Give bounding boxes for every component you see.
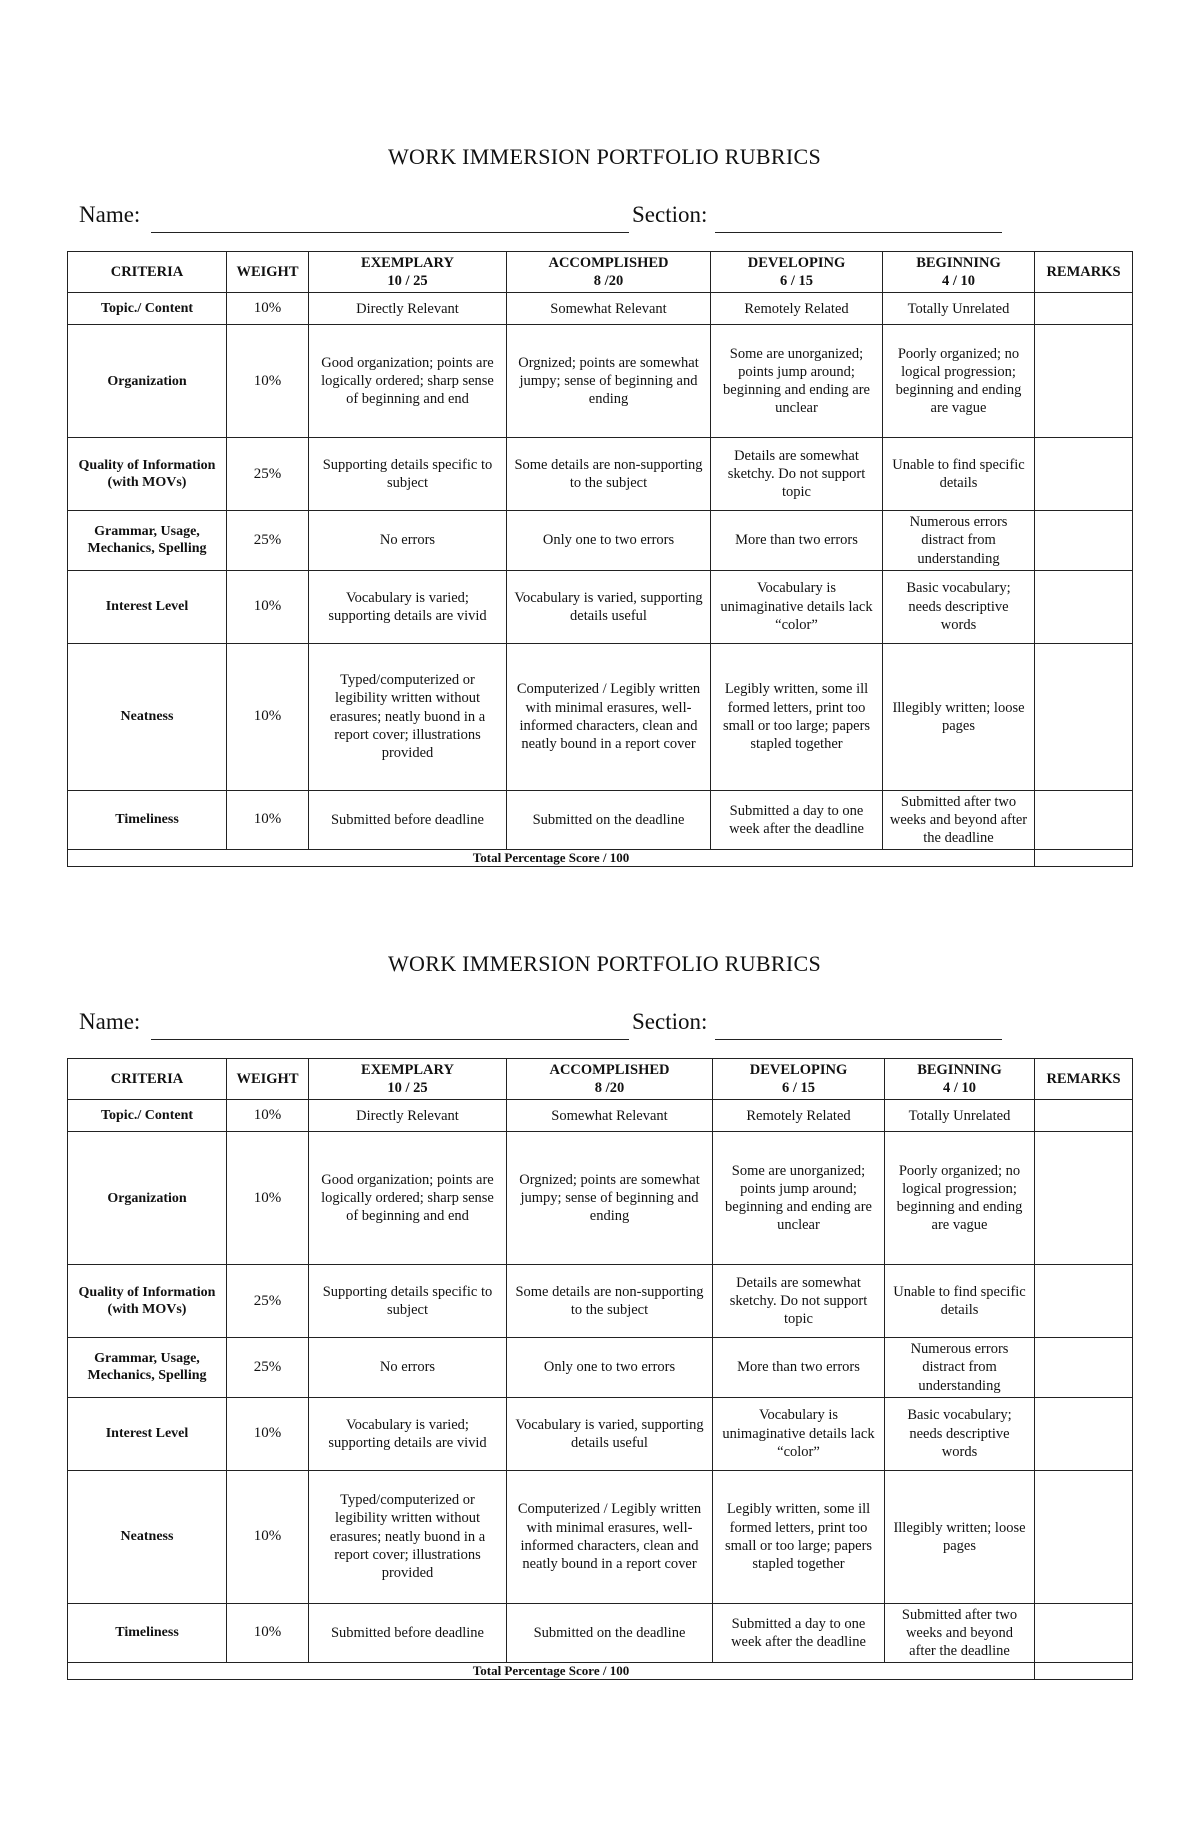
header-remarks: REMARKS — [1035, 252, 1133, 293]
criteria-cell: Neatness — [68, 643, 227, 790]
beginning-cell: Unable to find specific details — [885, 1265, 1035, 1338]
weight-cell: 10% — [227, 1397, 309, 1470]
weight-cell: 10% — [227, 790, 309, 849]
accomplished-cell: Somewhat Relevant — [507, 1100, 713, 1132]
accomplished-cell: Some details are non-supporting to the subject — [507, 1265, 713, 1338]
remarks-cell[interactable] — [1035, 325, 1133, 438]
name-section-line — [67, 198, 1132, 238]
header-developing-label: DEVELOPING — [747, 255, 846, 271]
header-beginning-label: BEGINNING — [917, 1062, 1002, 1078]
section-field[interactable] — [715, 232, 1002, 233]
weight-cell: 10% — [227, 1132, 309, 1265]
beginning-cell: Illegibly written; loose pages — [883, 643, 1035, 790]
weight-cell: 25% — [227, 1265, 309, 1338]
weight-cell: 10% — [227, 1470, 309, 1603]
accomplished-cell: Orgnized; points are somewhat jumpy; sense of beginning and ending — [507, 325, 711, 438]
accomplished-cell: Submitted on the deadline — [507, 790, 711, 849]
header-row — [68, 1059, 1133, 1100]
weight-cell: 10% — [227, 570, 309, 643]
weight-cell: 25% — [227, 511, 309, 570]
remarks-cell[interactable] — [1035, 293, 1133, 325]
criteria-cell: Topic./ Content — [68, 1100, 227, 1132]
weight-cell: 25% — [227, 1338, 309, 1397]
name-field[interactable] — [151, 232, 629, 233]
header-developing-label: DEVELOPING — [749, 1062, 848, 1078]
header-remarks: REMARKS — [1035, 1059, 1133, 1100]
remarks-cell[interactable] — [1035, 438, 1133, 511]
table-row — [68, 293, 1133, 325]
beginning-cell: Unable to find specific details — [883, 438, 1035, 511]
page-title: WORK IMMERSION PORTFOLIO RUBRICS — [387, 144, 822, 169]
remarks-cell[interactable] — [1035, 1132, 1133, 1265]
criteria-cell: Timeliness — [68, 1603, 227, 1662]
developing-cell: Submitted a day to one week after the deadline — [713, 1603, 885, 1662]
criteria-cell: Interest Level — [68, 1397, 227, 1470]
table-row — [68, 1338, 1133, 1397]
header-beginning-points: 4 / 10 — [941, 273, 976, 290]
table-row — [68, 1470, 1133, 1603]
exemplary-cell: No errors — [309, 511, 507, 570]
header-criteria: CRITERIA — [68, 1059, 227, 1100]
beginning-cell: Illegibly written; loose pages — [885, 1470, 1035, 1603]
table-row — [68, 570, 1133, 643]
criteria-cell: Neatness — [68, 1470, 227, 1603]
exemplary-cell: No errors — [309, 1338, 507, 1397]
exemplary-cell: Directly Relevant — [309, 1100, 507, 1132]
remarks-cell[interactable] — [1035, 1470, 1133, 1603]
weight-cell: 10% — [227, 325, 309, 438]
beginning-cell: Basic vocabulary; needs descriptive words — [885, 1397, 1035, 1470]
criteria-cell: Timeliness — [68, 790, 227, 849]
header-weight: WEIGHT — [227, 1059, 309, 1100]
remarks-cell[interactable] — [1035, 1603, 1133, 1662]
weight-cell: 10% — [227, 293, 309, 325]
exemplary-cell: Vocabulary is varied; supporting details are vivid — [309, 570, 507, 643]
remarks-cell[interactable] — [1035, 790, 1133, 849]
total-score-label: Total Percentage Score / 100 — [68, 1663, 1035, 1680]
header-exemplary-label: EXEMPLARY — [361, 1062, 454, 1078]
remarks-cell[interactable] — [1035, 1265, 1133, 1338]
beginning-cell: Numerous errors distract from understanding — [883, 511, 1035, 570]
name-label: Name: — [79, 202, 141, 227]
developing-cell: Details are somewhat sketchy. Do not support topic — [711, 438, 883, 511]
total-row — [68, 1663, 1133, 1680]
accomplished-cell: Vocabulary is varied, supporting details useful — [507, 570, 711, 643]
weight-cell: 25% — [227, 438, 309, 511]
section-field[interactable] — [715, 1039, 1002, 1040]
beginning-cell: Basic vocabulary; needs descriptive words — [883, 570, 1035, 643]
exemplary-cell: Good organization; points are logically ordered; sharp sense of beginning and end — [309, 1132, 507, 1265]
header-accomplished — [507, 252, 711, 293]
remarks-cell[interactable] — [1035, 1338, 1133, 1397]
exemplary-cell: Typed/computerized or legibility written without erasures; neatly buond in a report cover; illustrations provided — [309, 643, 507, 790]
header-exemplary-points: 10 / 25 — [387, 273, 428, 290]
rubric-form-1 — [67, 140, 1132, 867]
developing-cell: More than two errors — [711, 511, 883, 570]
header-exemplary-label: EXEMPLARY — [361, 255, 454, 271]
criteria-cell: Organization — [68, 325, 227, 438]
header-beginning — [885, 1059, 1035, 1100]
exemplary-cell: Good organization; points are logically ordered; sharp sense of beginning and end — [309, 325, 507, 438]
developing-cell: Remotely Related — [711, 293, 883, 325]
header-beginning-points: 4 / 10 — [942, 1080, 977, 1097]
beginning-cell: Poorly organized; no logical progression; beginning and ending are vague — [883, 325, 1035, 438]
exemplary-cell: Vocabulary is varied; supporting details are vivid — [309, 1397, 507, 1470]
developing-cell: Remotely Related — [713, 1100, 885, 1132]
weight-cell: 10% — [227, 1603, 309, 1662]
criteria-cell: Topic./ Content — [68, 293, 227, 325]
accomplished-cell: Submitted on the deadline — [507, 1603, 713, 1662]
table-row — [68, 643, 1133, 790]
header-developing — [713, 1059, 885, 1100]
rubric-table — [67, 251, 1133, 867]
name-label: Name: — [79, 1009, 141, 1034]
header-beginning — [883, 252, 1035, 293]
header-developing — [711, 252, 883, 293]
criteria-cell: Quality of Information (with MOVs) — [68, 1265, 227, 1338]
header-exemplary — [309, 1059, 507, 1100]
remarks-cell[interactable] — [1035, 570, 1133, 643]
exemplary-cell: Submitted before deadline — [309, 1603, 507, 1662]
weight-cell: 10% — [227, 1100, 309, 1132]
accomplished-cell: Somewhat Relevant — [507, 293, 711, 325]
beginning-cell: Submitted after two weeks and beyond after the deadline — [883, 790, 1035, 849]
header-accomplished — [507, 1059, 713, 1100]
exemplary-cell: Submitted before deadline — [309, 790, 507, 849]
beginning-cell: Numerous errors distract from understanding — [885, 1338, 1035, 1397]
developing-cell: Some are unorganized; points jump around; beginning and ending are unclear — [713, 1132, 885, 1265]
header-accomplished-points: 8 /20 — [594, 1080, 625, 1097]
weight-cell: 10% — [227, 643, 309, 790]
developing-cell: Details are somewhat sketchy. Do not support topic — [713, 1265, 885, 1338]
header-criteria: CRITERIA — [68, 252, 227, 293]
table-row — [68, 511, 1133, 570]
beginning-cell: Totally Unrelated — [883, 293, 1035, 325]
developing-cell: Vocabulary is unimaginative details lack “color” — [713, 1397, 885, 1470]
exemplary-cell: Supporting details specific to subject — [309, 1265, 507, 1338]
name-section-line — [67, 1005, 1132, 1045]
header-row — [68, 252, 1133, 293]
table-row — [68, 1132, 1133, 1265]
accomplished-cell: Orgnized; points are somewhat jumpy; sense of beginning and ending — [507, 1132, 713, 1265]
accomplished-cell: Only one to two errors — [507, 511, 711, 570]
criteria-cell: Interest Level — [68, 570, 227, 643]
table-row — [68, 1603, 1133, 1662]
accomplished-cell: Computerized / Legibly written with minimal erasures, well-informed characters, clean and neatly bound in a report cover — [507, 643, 711, 790]
header-exemplary — [309, 252, 507, 293]
remarks-cell[interactable] — [1035, 643, 1133, 790]
total-score-field[interactable] — [1035, 850, 1133, 867]
table-row — [68, 790, 1133, 849]
table-row — [68, 1265, 1133, 1338]
developing-cell: Legibly written, some ill formed letters, print too small or too large; papers stapled together — [713, 1470, 885, 1603]
table-row — [68, 1100, 1133, 1132]
developing-cell: Legibly written, some ill formed letters, print too small or too large; papers stapled together — [711, 643, 883, 790]
header-beginning-label: BEGINNING — [916, 255, 1001, 271]
header-developing-points: 6 / 15 — [779, 273, 814, 290]
rubric-form-2 — [67, 947, 1132, 1680]
accomplished-cell: Vocabulary is varied, supporting details useful — [507, 1397, 713, 1470]
developing-cell: Submitted a day to one week after the deadline — [711, 790, 883, 849]
exemplary-cell: Typed/computerized or legibility written without erasures; neatly buond in a report cover; illustrations provided — [309, 1470, 507, 1603]
table-row — [68, 325, 1133, 438]
beginning-cell: Poorly organized; no logical progression; beginning and ending are vague — [885, 1132, 1035, 1265]
header-exemplary-points: 10 / 25 — [387, 1080, 428, 1097]
header-accomplished-label: ACCOMPLISHED — [548, 255, 669, 271]
section-label: Section: — [632, 202, 708, 227]
developing-cell: More than two errors — [713, 1338, 885, 1397]
developing-cell: Vocabulary is unimaginative details lack “color” — [711, 570, 883, 643]
name-field[interactable] — [151, 1039, 629, 1040]
rubric-table — [67, 1058, 1133, 1680]
accomplished-cell: Computerized / Legibly written with minimal erasures, well-informed characters, clean and neatly bound in a report cover — [507, 1470, 713, 1603]
total-row — [68, 850, 1133, 867]
accomplished-cell: Some details are non-supporting to the subject — [507, 438, 711, 511]
exemplary-cell: Supporting details specific to subject — [309, 438, 507, 511]
criteria-cell: Grammar, Usage, Mechanics, Spelling — [68, 511, 227, 570]
criteria-cell: Quality of Information (with MOVs) — [68, 438, 227, 511]
criteria-cell: Grammar, Usage, Mechanics, Spelling — [68, 1338, 227, 1397]
accomplished-cell: Only one to two errors — [507, 1338, 713, 1397]
beginning-cell: Totally Unrelated — [885, 1100, 1035, 1132]
header-accomplished-label: ACCOMPLISHED — [549, 1062, 670, 1078]
table-row — [68, 438, 1133, 511]
remarks-cell[interactable] — [1035, 1100, 1133, 1132]
remarks-cell[interactable] — [1035, 1397, 1133, 1470]
exemplary-cell: Directly Relevant — [309, 293, 507, 325]
developing-cell: Some are unorganized; points jump around; beginning and ending are unclear — [711, 325, 883, 438]
table-row — [68, 1397, 1133, 1470]
header-weight: WEIGHT — [227, 252, 309, 293]
total-score-field[interactable] — [1035, 1663, 1133, 1680]
criteria-cell: Organization — [68, 1132, 227, 1265]
remarks-cell[interactable] — [1035, 511, 1133, 570]
header-developing-points: 6 / 15 — [781, 1080, 816, 1097]
beginning-cell: Submitted after two weeks and beyond after the deadline — [885, 1603, 1035, 1662]
page-title: WORK IMMERSION PORTFOLIO RUBRICS — [387, 951, 822, 976]
total-score-label: Total Percentage Score / 100 — [68, 850, 1035, 867]
section-label: Section: — [632, 1009, 708, 1034]
header-accomplished-points: 8 /20 — [593, 273, 624, 290]
